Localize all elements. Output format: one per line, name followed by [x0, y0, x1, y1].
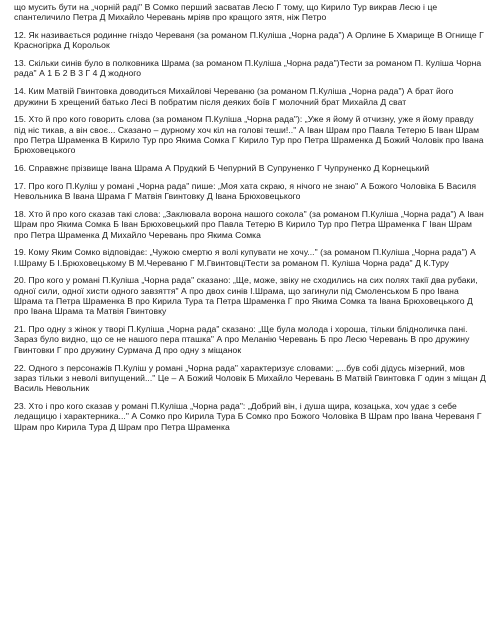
question-12: 12. Як називається родинне гніздо Череваня (за романом П.Куліша „Чорна рада") А Орлине Б Хмарище В Огнище Г Красногірка Д Корольок [14, 30, 484, 51]
question-17: 17. Про кого П.Куліш у романі „Чорна рада" пише: „Моя хата скраю, я нічого не знаю" А Божого Чоловіка Б Василя Невольника В Івана Шрама Г Матвія Гвинтовку Д Івана Брюховецького [14, 180, 477, 202]
question-18: 18. Хто й про кого сказав такі слова: „Заклювала ворона нашого сокола" (за романом П.Куліша „Чорна рада") А Іван Шрам про Якима Сомка Б Іван Брюховецький про Павла Тетерю В Кирило Тур про Петра Шраменка Г Іван Шрам про Петра Шраменка Д Михайло Черевань про Якима Сомка [14, 208, 484, 240]
question-13: 13. Скільки синів було в полковника Шрама (за романом П.Куліша „Чорна рада")Тести за романом П. Куліша Чорна рада" А 1 Б 2 В 3 Г 4 Д жодного [14, 58, 482, 79]
question-16: 16. Справжнє прізвище Івана Шрама А Прудкий Б Чепурний В Супруненко Г Чупруненко Д Корнецький [14, 163, 430, 174]
question-21: 21. Про одну з жінок у творі П.Куліша „Чорна рада" сказано: „Ще була молода і хороша, тільки блідноличка пані. Зараз було видно, що се не нашого пера пташка" А про Меланію Черевань Б про Лесю Черевань В про дружину Гвинтовки Г про дружину Сурмача Д про одну з міщанок [14, 324, 470, 355]
question-20: 20. Про кого у романі П.Куліша „Чорна рада" сказано: „Ще, може, звіку не сходились на сих полях такії два рубаки, одної сили, одної хисти одного завзяття" А про двох синів І.Шрама, що загинули під Смоленськом Б про Івана Шрама та Петра Шраменка В про Кирила Тура та Петра Шраменка Г про Якима Сомка та Івана Брюховецького Д про Івана Шрама та Матвія Гвинтовку [14, 275, 478, 317]
question-14: 14. Ким Матвій Гвинтовка доводиться Михайлові Череваню (за романом П.Куліша „Чорна рада") А брат його дружини Б хрещений батько Лесі В побратим після деяких боїв Г молочний брат Михайла Д сват [14, 86, 454, 107]
paragraph-11-tail: що мусить бути на „чорній раді" В Сомко перший засватав Лесю Г тому, що Кирило Тур викрав Лесю і це спантеличило Петра Д Михайло Черевань мріяв про кращого зятя, ніж Петро [14, 2, 438, 23]
question-19: 19. Кому Яким Сомко відповідає: „Чужою смертю я волі купувати не хочу..." (за романом П.Куліша „Чорна рада") А І.Шраму Б І.Брюховецькому В М.Череваню Г М.ГвинтовцїТести за романом П. Куліша Чорна рада" Д К.Туру [14, 247, 476, 268]
question-23: 23. Хто і про кого сказав у романі П.Куліша „Чорна рада": „Добрий він, і душа щира, козацька, хоч удає з себе ледащицю і характерника..." А Сомко про Кирила Тура Б Сомко про Божого Чоловіка В Шрам про Івана Череваня Г Шрам про Кирила Тура Д Шрам про Петра Шраменка [14, 400, 482, 432]
question-15: 15. Хто й про кого говорить слова (за романом П.Куліша „Чорна рада"): „Уже я йому й отчизну, уже я йому правду під ніс тикав, а він своє... Сказано – дурному хоч кіл на голові теши!.." А Іван Шрам про Павла Тетерю Б Іван Шрам про Петра Шраменка В Кирило Тур про Якима Сомка Г Кирило Тур про Петра Шраменка Д Божий Чоловік про Івана Брюховецького [14, 114, 484, 156]
question-22: 22. Одного з персонажів П.Куліш у романі „Чорна рада" характеризує словами: „...був собі дідусь мізерний, мов зараз тільки з неволі випущений..." Це – А Божий Чоловік Б Михайло Черевань В Матвій Гвинтовка Г один з міщан Д Василь Невольник [14, 362, 486, 394]
